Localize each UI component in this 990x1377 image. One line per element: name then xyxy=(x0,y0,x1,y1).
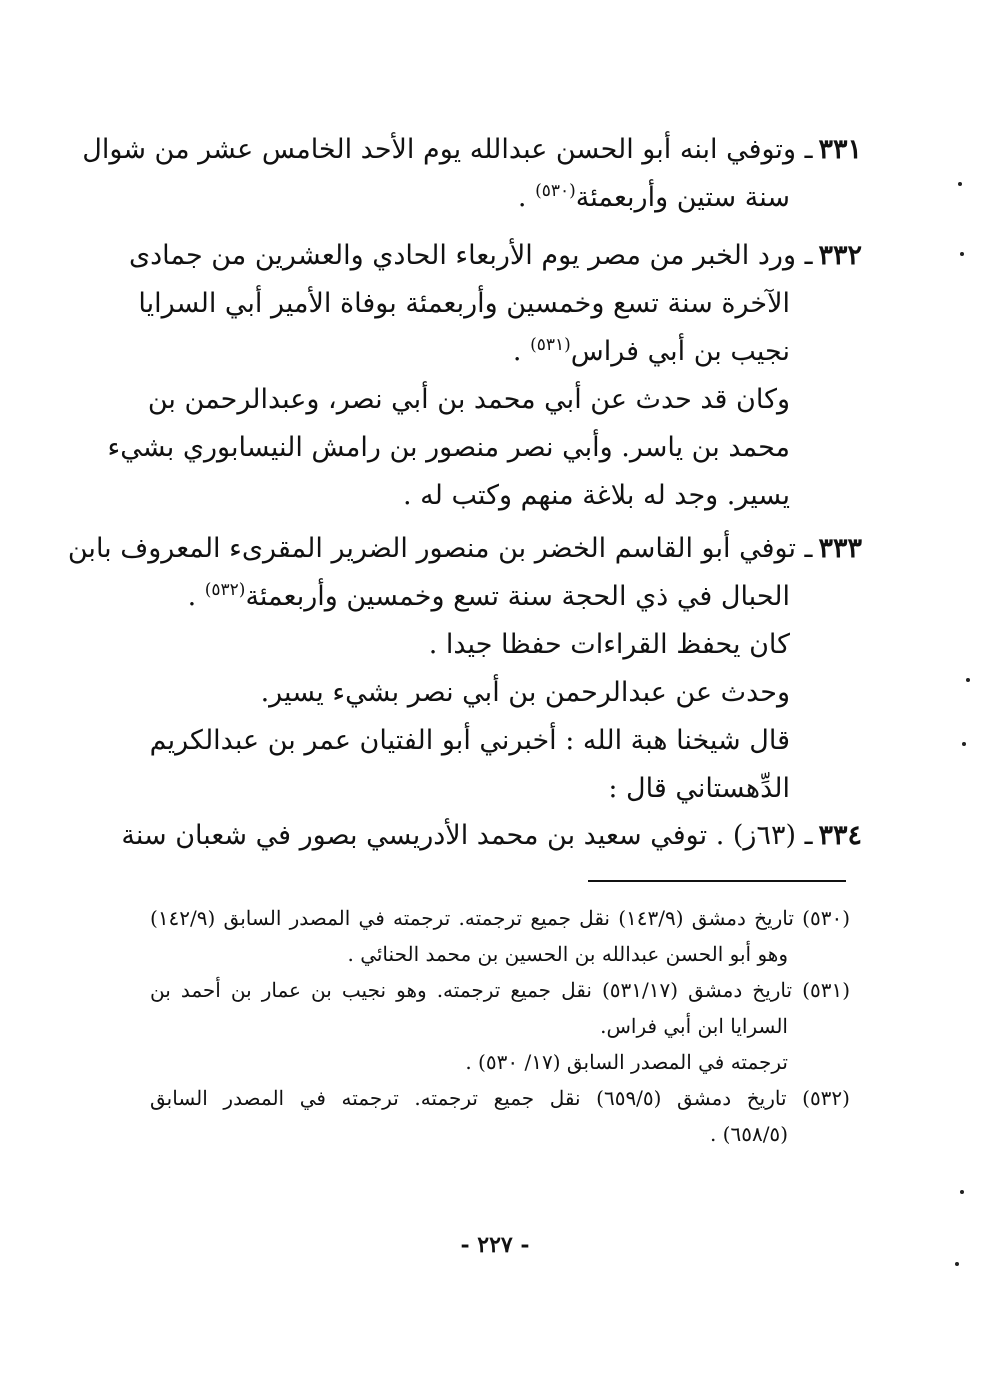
entry-334 xyxy=(121,812,862,860)
entry-line: الآخرة سنة تسع وخمسين وأربعمئة بوفاة الأمير أبي السرايا xyxy=(138,288,790,319)
page-number: - ٢٢٧ - xyxy=(460,1232,530,1258)
scan-speck xyxy=(962,742,966,746)
footnote-separator xyxy=(588,880,846,882)
entry-line: ٣٣٣ـ توفي أبو القاسم الخضر بن منصور الضرير المقرىء المعروف بابن xyxy=(67,533,862,564)
entry-number: ٣٣١ xyxy=(818,134,862,165)
footnote-line: السرايا ابن أبي فراس. xyxy=(600,1014,788,1038)
footnote-ref[interactable]: (٥٣٠) xyxy=(535,181,576,201)
scan-speck xyxy=(960,252,964,256)
entry-number: ٣٣٣ xyxy=(818,533,862,564)
footnote-ref[interactable]: (٥٣١) xyxy=(530,335,571,355)
footnote-line: ترجمته في المصدر السابق (١٧/ ٥٣٠) . xyxy=(465,1050,788,1074)
entry-line: محمد بن ياسر. وأبي نصر منصور بن رامش النيسابوري بشيء xyxy=(107,432,790,463)
footnote-line: وهو أبو الحسن عبدالله بن الحسين بن محمد الحنائي . xyxy=(347,942,788,966)
entry-line: ٣٣١ـ وتوفي ابنه أبو الحسن عبدالله يوم الأحد الخامس عشر من شوال xyxy=(82,134,862,165)
entry-332 xyxy=(107,232,862,520)
footnotes xyxy=(150,900,850,1152)
footnote-ref[interactable]: (٥٣٢) xyxy=(204,580,246,600)
scan-speck xyxy=(958,182,962,186)
footnote-line: (٥٣١) تاريخ دمشق (٥٣١/١٧) نقل جميع ترجمته. وهو نجيب بن عمار بن أحمد بن xyxy=(150,978,850,1002)
entry-line: الحبال في ذي الحجة سنة تسع وخمسين وأربعمئة$^{(٥٣٢)}$ . xyxy=(187,580,790,612)
footnote-line: (٦٥٨/٥) . xyxy=(709,1122,788,1146)
entry-number: ٣٣٢ xyxy=(818,240,862,271)
entry-line: قال شيخنا هبة الله : أخبرني أبو الفتيان عمر بن عبدالكريم xyxy=(149,725,790,756)
entry-line: سنة ستين وأربعمئة$^{(٥٣٠)}$ . xyxy=(517,181,790,213)
scan-speck xyxy=(955,1262,959,1266)
entry-line: الدِّهستاني قال : xyxy=(608,773,790,804)
entry-333 xyxy=(67,525,862,813)
footnote-line: (٥٣٢) تاريخ دمشق (٦٥٩/٥) نقل جميع ترجمته. ترجمته في المصدر السابق xyxy=(150,1086,850,1110)
entry-line: يسير. وجد له بلاغة منهم وكتب له . xyxy=(403,480,790,511)
entry-line: ٣٣٢ـ ورد الخبر من مصر يوم الأربعاء الحادي والعشرين من جمادى xyxy=(128,240,862,271)
entry-line: وحدث عن عبدالرحمن بن أبي نصر بشيء يسير. xyxy=(260,677,790,708)
entry-number: ٣٣٤ xyxy=(818,820,862,851)
entry-line: نجيب بن أبي فراس$^{(٥٣١)}$ . xyxy=(512,335,790,367)
scan-speck xyxy=(966,678,970,682)
scan-speck xyxy=(960,1190,964,1194)
entry-line: كان يحفظ القراءات حفظا جيدا . xyxy=(428,629,790,660)
footnote-line: (٥٣٠) تاريخ دمشق (١٤٣/٩) نقل جميع ترجمته. ترجمته في المصدر السابق (١٤٢/٩) xyxy=(150,906,850,930)
entry-line: وكان قد حدث عن أبي محمد بن أبي نصر، وعبدالرحمن بن xyxy=(147,384,790,415)
entry-line: ٣٣٤ـ (٦٣ز) . توفي سعيد بن محمد الأدريسي بصور في شعبان سنة xyxy=(121,820,862,851)
entry-331 xyxy=(82,126,862,222)
